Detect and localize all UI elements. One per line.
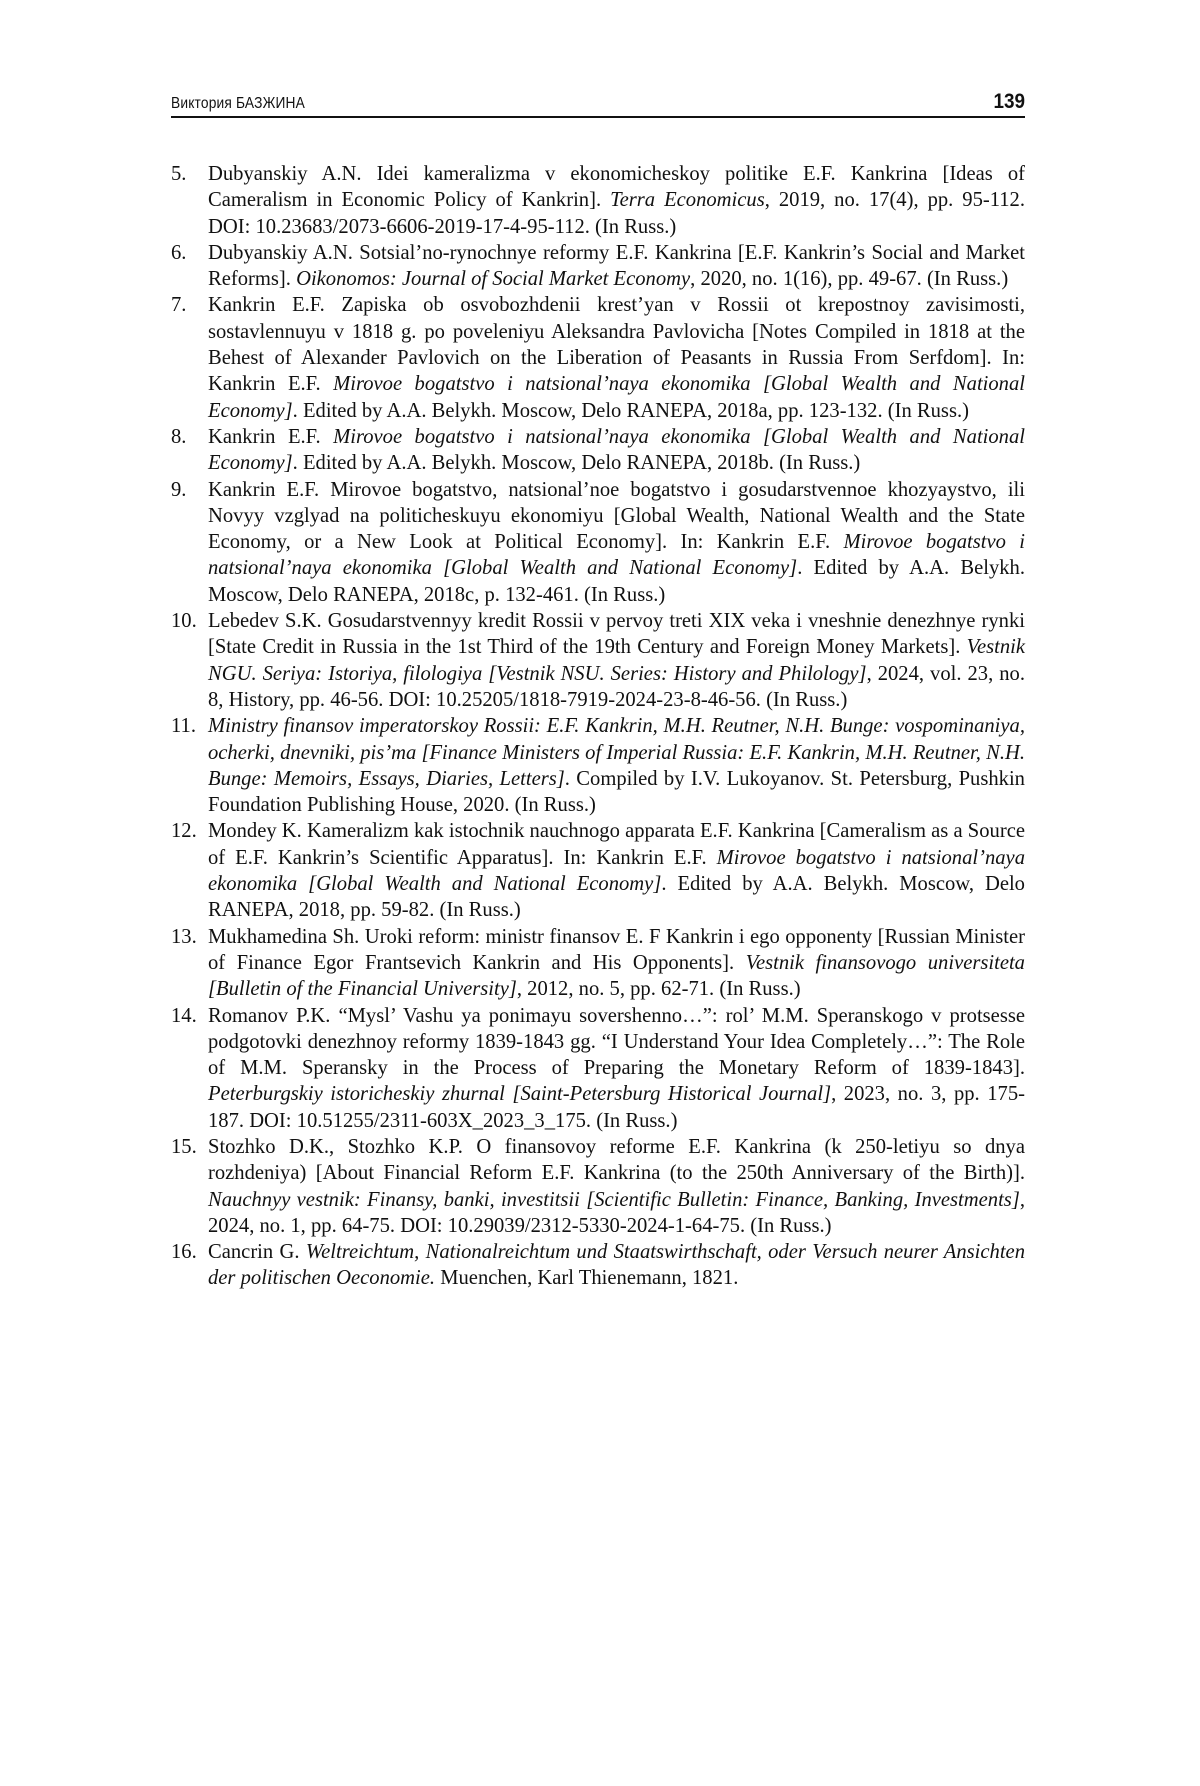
reference-title-italic: Weltreichtum, Nationalreichtum und Staatswirthschaft, oder Versuch neurer Ansichten der politischen Oeconomie.: [208, 1241, 1025, 1290]
reference-item: [171, 1003, 1025, 1134]
reference-text: Mukhamedina Sh. Uroki reform: ministr finansov E. F Kankrin i ego opponenty [Russian Minister of Finance Egor Frantsevich Kankrin and His Opponents].: [208, 925, 1025, 974]
reference-item: [171, 1239, 1025, 1292]
reference-title-italic: Ministry finansov imperatorskoy Rossii: E.F. Kankrin, M.H. Reutner, N.H. Bunge: vospominaniya, ocherki, dnevniki, pis’ma [Finance Ministers of Imperial Russia: E.F. Kankrin, M.H. Reutner, N.H. Bunge: Memoirs, Essays, Diaries, Letters]: [208, 715, 1025, 790]
reference-text: Kankrin E.F. Zapiska ob osvobozhdenii krest’yan v Rossii ot krepostnoy zavisimosti, sostavlennuyu v 1818 g. po poveleniyu Aleksandra Pavlovicha [Notes Compiled in 1818 at the Behest of Alexander Pavlovich on the Liberation of Peasants in Russia From Serfdom]. In: Kankrin E.F.: [208, 294, 1025, 396]
reference-text: Muenchen, Karl Thienemann, 1821.: [435, 1267, 739, 1290]
reference-title-italic: Oikonomos: Journal of Social Market Economy: [296, 268, 691, 291]
reference-title-italic: Peterburgskiy istoricheskiy zhurnal [Saint-Petersburg Historical Journal]: [208, 1083, 832, 1106]
reference-number: 7.: [171, 294, 187, 317]
reference-title-italic: Mirovoe bogatstvo i natsional’naya ekonomika [Global Wealth and National Economy]: [208, 846, 1025, 896]
reference-text: , 2012, no. 5, pp. 62-71. (In Russ.): [516, 978, 801, 1001]
reference-item: [171, 424, 1025, 477]
reference-text: Lebedev S.K. Gosudarstvennyy kredit Rossii v pervoy treti XIX veka i vneshnie denezhnye rynki [State Credit in Russia in the 1st Third of the 19th Century and Foreign Money Markets].: [208, 610, 1025, 659]
reference-number: 12.: [171, 820, 197, 843]
reference-title-italic: Mirovoe bogatstvo i natsional’naya ekonomika [Global Wealth and National Economy]: [208, 425, 1025, 475]
reference-item: [171, 818, 1025, 923]
reference-title-italic: Nauchnyy vestnik: Finansy, banki, investitsii [Scientific Bulletin: Finance, Banking, Investments]: [208, 1188, 1020, 1211]
reference-title-italic: Mirovoe bogatstvo i natsional’naya ekonomika [Global Wealth and National Economy]: [208, 373, 1025, 422]
reference-title-italic: Terra Economicus: [610, 189, 765, 212]
reference-item: [171, 161, 1025, 240]
reference-text: . Edited by A.A. Belykh. Moscow, Delo RANEPA, 2018c, p. 132-461. (In Russ.): [208, 557, 1025, 606]
reference-text: Romanov P.K. “Mysl’ Vashu ya ponimayu sovershenno…”: rol’ M.M. Speranskogo v protsesse podgotovki denezhnoy reformy 1839-1843 gg. “I Understand Your Idea Completely…”: The Role of M.M. Speransky in the Process of Preparing the Monetary Reform of 1839-1843].: [208, 1004, 1025, 1080]
reference-text: . Edited by A.A. Belykh. Moscow, Delo RANEPA, 2018a, pp. 123-132. (In Russ.): [292, 399, 969, 422]
reference-text: Cancrin G.: [208, 1241, 306, 1264]
reference-item: [171, 924, 1025, 1003]
reference-number: 13.: [171, 925, 197, 948]
reference-item: [171, 608, 1025, 713]
reference-text: , 2019, no. 17(4), pp. 95-112. DOI: 10.23683/2073-6606-2019-17-4-95-112. (In Russ.): [208, 189, 1025, 238]
reference-item: [171, 1134, 1025, 1239]
page-number: 139: [993, 90, 1025, 113]
reference-text: Stozhko D.K., Stozhko K.P. O finansovoy reforme E.F. Kankrina (k 250-letiyu so dnya rozhdeniya) [About Financial Reform E.F. Kankrina (to the 250th Anniversary of the Birth)].: [208, 1135, 1025, 1185]
reference-item: [171, 292, 1025, 423]
header-author: Виктория БАЗЖИНА: [171, 95, 305, 112]
reference-number: 16.: [171, 1241, 197, 1264]
reference-text: , 2020, no. 1(16), pp. 49-67. (In Russ.): [690, 268, 1009, 291]
reference-text: Kankrin E.F.: [208, 425, 334, 448]
reference-number: 5.: [171, 163, 187, 185]
reference-item: [171, 713, 1025, 818]
reference-item: [171, 240, 1025, 293]
reference-text: , 2023, no. 3, pp. 175-187. DOI: 10.51255/2311-603X_2023_3_175. (In Russ.): [208, 1083, 1026, 1132]
reference-title-italic: Mirovoe bogatstvo i natsional’naya ekonomika [Global Wealth and National Economy]: [208, 531, 1025, 580]
reference-number: 6.: [171, 241, 187, 264]
reference-number: 10.: [171, 610, 197, 633]
running-header: [171, 88, 1025, 118]
reference-text: , 2024, vol. 23, no. 8, History, pp. 46-56. DOI: 10.25205/1818-7919-2024-23-8-46-56. (In Russ.): [208, 662, 1025, 711]
reference-text: Mondey K. Kameralizm kak istochnik nauchnogo apparata E.F. Kankrina [Cameralism as a Source of E.F. Kankrin’s Scientific Apparatus]. In: Kankrin E.F.: [208, 820, 1025, 869]
reference-text: . Edited by A.A. Belykh. Moscow, Delo RANEPA, 2018, pp. 59-82. (In Russ.): [208, 873, 1025, 922]
reference-text: Kankrin E.F. Mirovoe bogatstvo, natsional’noe bogatstvo i gosudarstvennoe khozyaystvo, ili Novyy vzglyad na politicheskuyu ekonomiyu [Global Wealth, National Wealth and the State Economy, or a New Look at Political Economy]. In: Kankrin E.F.: [208, 478, 1025, 554]
reference-number: 9.: [171, 478, 187, 501]
reference-text: , 2024, no. 1, pp. 64-75. DOI: 10.29039/2312-5330-2024-1-64-75. (In Russ.): [208, 1188, 1025, 1237]
reference-text: Dubyanskiy A.N. Idei kameralizma v ekonomicheskoy politike E.F. Kankrina [Ideas of Cameralism in Economic Policy of Kankrin].: [208, 163, 1025, 212]
reference-title-italic: Vestnik finansovogo universiteta [Bulletin of the Financial University]: [208, 951, 1025, 1001]
reference-number: 8.: [171, 425, 187, 448]
reference-title-italic: Vestnik NGU. Seriya: Istoriya, filologiya [Vestnik NSU. Series: History and Philology]: [208, 636, 1025, 685]
reference-number: 14.: [171, 1004, 197, 1027]
reference-list: [171, 161, 1025, 1292]
reference-text: . Compiled by I.V. Lukoyanov. St. Petersburg, Pushkin Foundation Publishing House, 2020. (In Russ.): [208, 767, 1025, 817]
reference-number: 15.: [171, 1135, 197, 1158]
reference-text: . Edited by A.A. Belykh. Moscow, Delo RANEPA, 2018b. (In Russ.): [292, 452, 861, 475]
reference-number: 11.: [171, 715, 196, 738]
reference-text: Dubyanskiy A.N. Sotsial’no-rynochnye reformy E.F. Kankrina [E.F. Kankrin’s Social and Market Reforms].: [208, 241, 1025, 291]
reference-item: [171, 477, 1025, 608]
